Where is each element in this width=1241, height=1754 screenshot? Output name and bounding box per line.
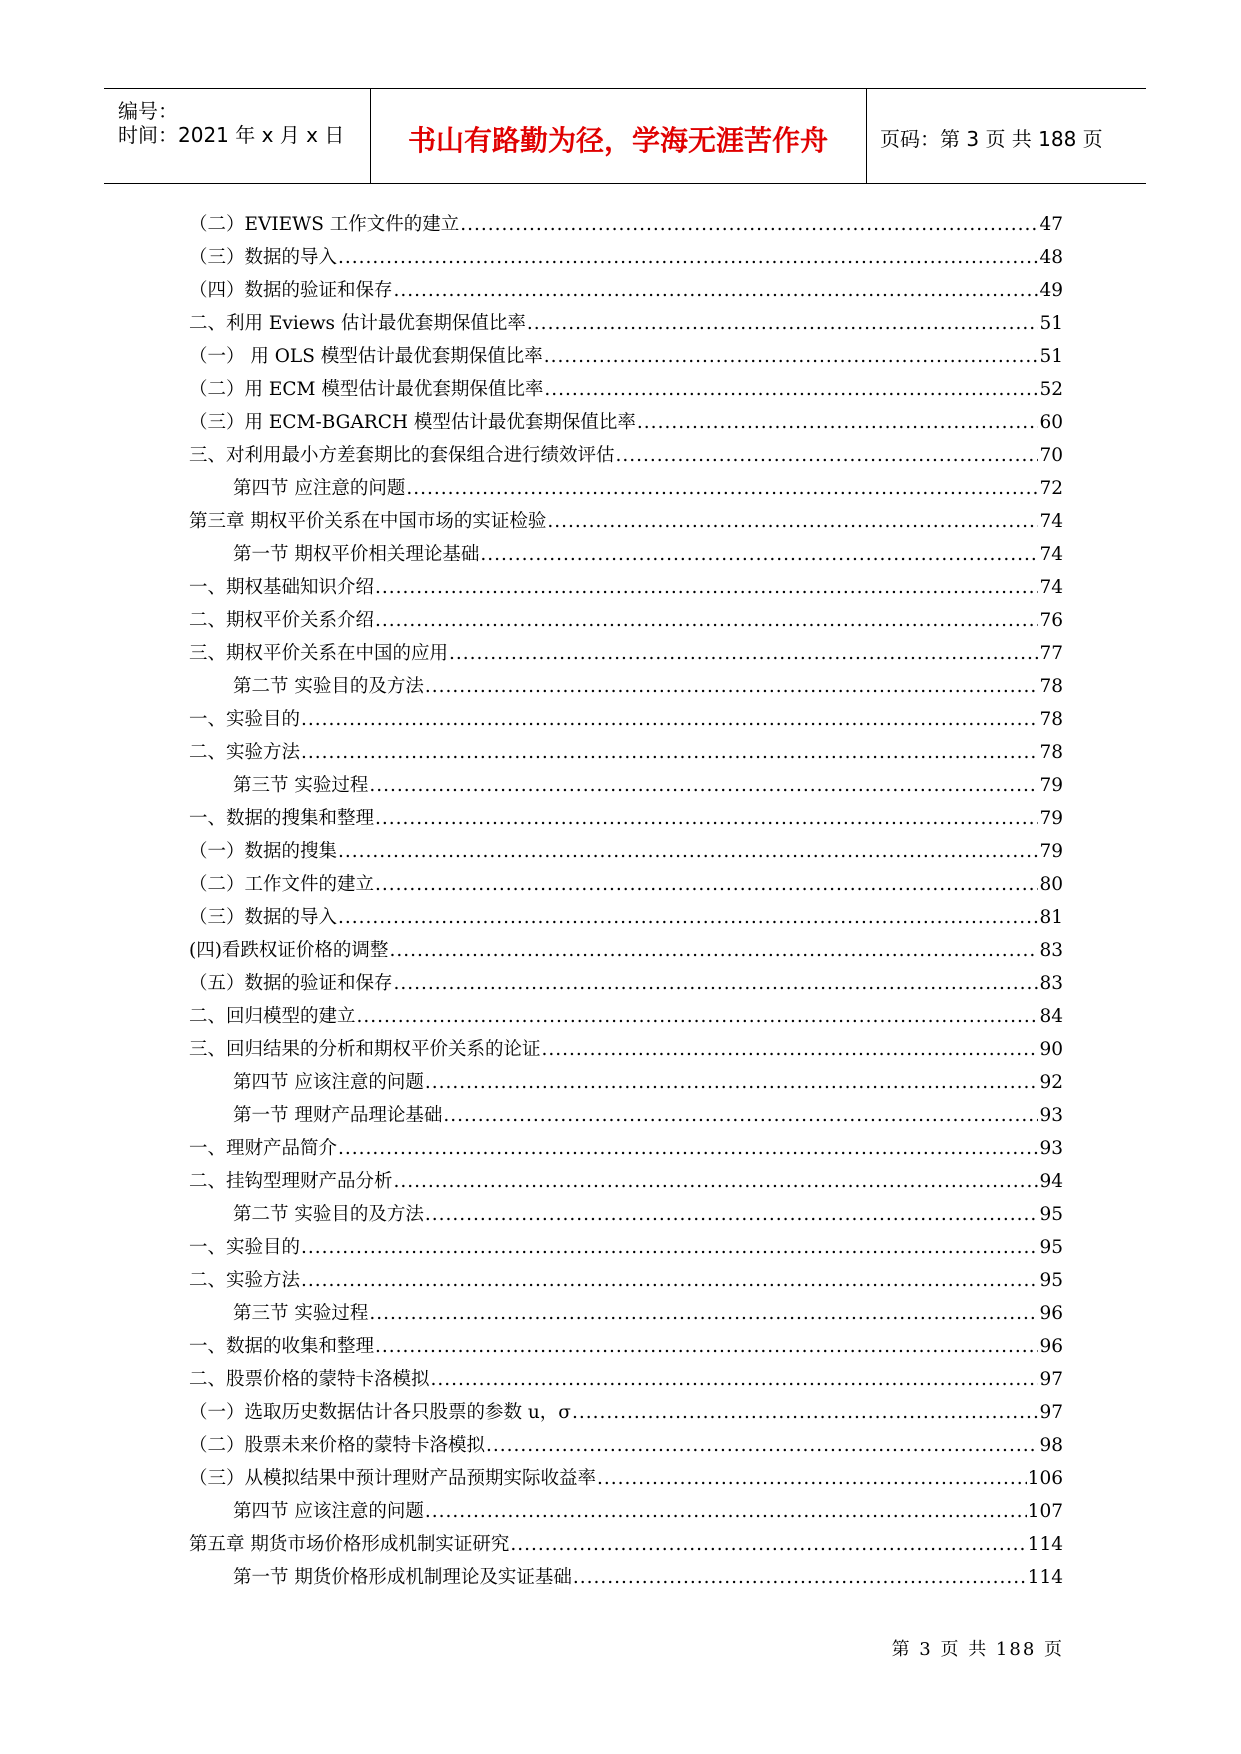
header-page-number: 页码：第 3 页 共 188 页 — [880, 127, 1103, 151]
toc-dot-leader — [572, 1402, 1039, 1423]
toc-entry-page: 114 — [1027, 1534, 1063, 1555]
toc-entry-title: （二）EVIEWS 工作文件的建立 — [189, 214, 460, 235]
toc-entry[interactable] — [189, 606, 1063, 639]
header-motto-cell — [370, 89, 867, 183]
toc-entry-page: 47 — [1039, 214, 1063, 235]
toc-entry-page: 79 — [1039, 775, 1063, 796]
toc-entry[interactable] — [189, 1200, 1063, 1233]
toc-entry[interactable] — [189, 1497, 1063, 1530]
toc-entry-page: 95 — [1039, 1237, 1063, 1258]
toc-entry-title: （二）工作文件的建立 — [189, 874, 375, 895]
toc-entry-page: 80 — [1039, 874, 1063, 895]
toc-entry[interactable] — [189, 771, 1063, 804]
toc-dot-leader — [425, 1501, 1027, 1522]
toc-entry[interactable] — [189, 1266, 1063, 1299]
toc-entry[interactable] — [189, 1233, 1063, 1266]
toc-entry[interactable] — [189, 1332, 1063, 1365]
toc-entry[interactable] — [189, 705, 1063, 738]
toc-dot-leader — [375, 610, 1038, 631]
toc-entry-title: （五）数据的验证和保存 — [189, 973, 393, 994]
table-of-contents — [189, 210, 1063, 1596]
toc-entry-title: （一）选取历史数据估计各只股票的参数 u，σ — [189, 1402, 571, 1423]
toc-dot-leader — [369, 775, 1038, 796]
header-motto: 书山有路勤为径，学海无涯苦作舟 — [407, 124, 828, 157]
toc-dot-leader — [301, 1237, 1038, 1258]
toc-entry-title: 第一节 期货价格形成机制理论及实证基础 — [233, 1567, 572, 1588]
toc-entry[interactable] — [189, 1134, 1063, 1167]
toc-entry-page: 98 — [1039, 1435, 1063, 1456]
toc-dot-leader — [338, 841, 1038, 862]
toc-entry-page: 97 — [1039, 1402, 1063, 1423]
toc-entry-title: 三、期权平价关系在中国的应用 — [189, 643, 449, 664]
toc-entry[interactable] — [189, 507, 1063, 540]
toc-entry-page: 79 — [1039, 841, 1063, 862]
toc-dot-leader — [301, 709, 1038, 730]
toc-entry[interactable] — [189, 1299, 1063, 1332]
toc-entry-title: 第四节 应该注意的问题 — [233, 1072, 424, 1093]
toc-dot-leader — [486, 1435, 1038, 1456]
toc-entry-page: 74 — [1039, 577, 1063, 598]
toc-entry-title: (四)看跌权证价格的调整 — [189, 940, 389, 961]
toc-entry-title: 第一节 期权平价相关理论基础 — [233, 544, 480, 565]
toc-entry-page: 78 — [1039, 676, 1063, 697]
toc-entry-page: 93 — [1039, 1138, 1063, 1159]
toc-dot-leader — [338, 907, 1038, 928]
toc-dot-leader — [425, 1204, 1039, 1225]
toc-entry-title: 第三章 期权平价关系在中国市场的实证检验 — [189, 511, 547, 532]
toc-entry[interactable] — [189, 474, 1063, 507]
toc-entry-page: 95 — [1039, 1204, 1063, 1225]
toc-entry[interactable] — [189, 738, 1063, 771]
toc-dot-leader — [547, 511, 1038, 532]
toc-entry-title: 第四节 应注意的问题 — [233, 478, 406, 499]
toc-entry-title: （四）数据的验证和保存 — [189, 280, 393, 301]
toc-entry[interactable] — [189, 804, 1063, 837]
toc-entry-page: 52 — [1039, 379, 1063, 400]
toc-entry-title: （三）数据的导入 — [189, 247, 338, 268]
toc-entry-title: 三、对利用最小方差套期比的套保组合进行绩效评估 — [189, 445, 615, 466]
toc-entry-title: 一、理财产品简介 — [189, 1138, 338, 1159]
toc-entry[interactable] — [189, 441, 1063, 474]
toc-entry[interactable] — [189, 243, 1063, 276]
toc-entry-page: 79 — [1039, 808, 1063, 829]
toc-entry-title: 一、数据的收集和整理 — [189, 1336, 375, 1357]
toc-entry-page: 107 — [1027, 1501, 1063, 1522]
toc-entry-page: 83 — [1039, 940, 1063, 961]
header-page-cell — [866, 89, 1146, 183]
toc-dot-leader — [375, 874, 1038, 895]
toc-entry-title: （三）数据的导入 — [189, 907, 338, 928]
toc-entry-title: 二、回归模型的建立 — [189, 1006, 356, 1027]
toc-entry-page: 48 — [1039, 247, 1063, 268]
toc-dot-leader — [375, 1336, 1038, 1357]
toc-dot-leader — [544, 346, 1039, 367]
toc-entry-page: 94 — [1039, 1171, 1063, 1192]
toc-dot-leader — [510, 1534, 1026, 1555]
toc-entry-page: 74 — [1039, 511, 1063, 532]
toc-entry-title: 一、实验目的 — [189, 1237, 301, 1258]
toc-entry-page: 93 — [1039, 1105, 1063, 1126]
toc-entry[interactable] — [189, 210, 1063, 243]
toc-entry[interactable] — [189, 837, 1063, 870]
toc-dot-leader — [301, 1270, 1038, 1291]
toc-entry[interactable] — [189, 540, 1063, 573]
toc-entry-title: 二、实验方法 — [189, 742, 301, 763]
toc-entry-title: 二、实验方法 — [189, 1270, 301, 1291]
toc-entry[interactable] — [189, 870, 1063, 903]
toc-entry-page: 90 — [1039, 1039, 1063, 1060]
toc-dot-leader — [338, 1138, 1038, 1159]
toc-dot-leader — [443, 1105, 1038, 1126]
toc-dot-leader — [301, 742, 1038, 763]
toc-dot-leader — [597, 1468, 1027, 1489]
toc-entry-page: 78 — [1039, 742, 1063, 763]
toc-entry[interactable] — [189, 1002, 1063, 1035]
toc-entry-page: 96 — [1039, 1303, 1063, 1324]
toc-entry[interactable] — [189, 276, 1063, 309]
toc-entry[interactable] — [189, 936, 1063, 969]
toc-entry-title: 二、利用 Eviews 估计最优套期保值比率 — [189, 313, 526, 334]
toc-entry[interactable] — [189, 573, 1063, 606]
document-time-label: 时间：2021 年 x 月 x 日 — [118, 123, 345, 147]
toc-entry[interactable] — [189, 1431, 1063, 1464]
toc-entry-page: 77 — [1039, 643, 1063, 664]
toc-entry[interactable] — [189, 1398, 1063, 1431]
toc-dot-leader — [394, 973, 1039, 994]
toc-entry[interactable] — [189, 408, 1063, 441]
toc-entry[interactable] — [189, 1530, 1063, 1563]
toc-dot-leader — [425, 676, 1039, 697]
toc-dot-leader — [389, 940, 1038, 961]
toc-dot-leader — [460, 214, 1038, 235]
toc-dot-leader — [544, 379, 1038, 400]
toc-entry-title: 第一节 理财产品理论基础 — [233, 1105, 443, 1126]
toc-dot-leader — [616, 445, 1039, 466]
toc-entry-page: 51 — [1039, 346, 1063, 367]
toc-entry-page: 97 — [1039, 1369, 1063, 1390]
toc-entry-page: 76 — [1039, 610, 1063, 631]
page-header — [104, 88, 1146, 184]
toc-entry[interactable] — [189, 969, 1063, 1002]
toc-entry-title: 第二节 实验目的及方法 — [233, 676, 424, 697]
toc-entry-title: 二、期权平价关系介绍 — [189, 610, 375, 631]
toc-entry-title: 一、数据的搜集和整理 — [189, 808, 375, 829]
toc-entry[interactable] — [189, 309, 1063, 342]
toc-dot-leader — [425, 1072, 1039, 1093]
toc-entry-page: 72 — [1039, 478, 1063, 499]
toc-entry-page: 92 — [1039, 1072, 1063, 1093]
toc-entry[interactable] — [189, 1167, 1063, 1200]
toc-entry-title: 第三节 实验过程 — [233, 1303, 369, 1324]
toc-entry-title: 第四节 应该注意的问题 — [233, 1501, 424, 1522]
toc-entry[interactable] — [189, 672, 1063, 705]
toc-entry-title: 三、回归结果的分析和期权平价关系的论证 — [189, 1039, 541, 1060]
toc-entry[interactable] — [189, 1035, 1063, 1068]
toc-dot-leader — [394, 1171, 1039, 1192]
toc-entry-title: 第五章 期货市场价格形成机制实证研究 — [189, 1534, 510, 1555]
toc-entry-title: 一、期权基础知识介绍 — [189, 577, 375, 598]
toc-entry[interactable] — [189, 1563, 1063, 1596]
toc-entry[interactable] — [189, 1464, 1063, 1497]
toc-entry-page: 84 — [1039, 1006, 1063, 1027]
toc-entry[interactable] — [189, 375, 1063, 408]
toc-entry-title: 二、挂钩型理财产品分析 — [189, 1171, 393, 1192]
toc-entry-page: 106 — [1027, 1468, 1063, 1489]
toc-dot-leader — [338, 247, 1038, 268]
toc-entry-page: 83 — [1039, 973, 1063, 994]
toc-dot-leader — [542, 1039, 1039, 1060]
toc-entry-title: （三）用 ECM-BGARCH 模型估计最优套期保值比率 — [189, 412, 636, 433]
toc-entry[interactable] — [189, 1365, 1063, 1398]
toc-dot-leader — [480, 544, 1038, 565]
toc-entry-title: （一） 用 OLS 模型估计最优套期保值比率 — [189, 346, 543, 367]
toc-entry-title: （二）股票未来价格的蒙特卡洛模拟 — [189, 1435, 486, 1456]
page-footer: 第 3 页 共 188 页 — [891, 1639, 1064, 1660]
toc-entry[interactable] — [189, 639, 1063, 672]
toc-entry-page: 70 — [1039, 445, 1063, 466]
toc-entry[interactable] — [189, 1068, 1063, 1101]
toc-entry-page: 81 — [1039, 907, 1063, 928]
toc-dot-leader — [375, 808, 1038, 829]
toc-entry[interactable] — [189, 342, 1063, 375]
toc-entry-page: 60 — [1039, 412, 1063, 433]
toc-dot-leader — [431, 1369, 1039, 1390]
toc-entry-title: （三）从模拟结果中预计理财产品预期实际收益率 — [189, 1468, 597, 1489]
toc-entry[interactable] — [189, 1101, 1063, 1134]
toc-dot-leader — [394, 280, 1039, 301]
toc-entry-page: 96 — [1039, 1336, 1063, 1357]
header-meta-cell — [104, 89, 371, 183]
toc-entry-page: 51 — [1039, 313, 1063, 334]
toc-entry-title: （一）数据的搜集 — [189, 841, 338, 862]
toc-entry-title: 第二节 实验目的及方法 — [233, 1204, 424, 1225]
toc-entry-page: 49 — [1039, 280, 1063, 301]
toc-entry-page: 95 — [1039, 1270, 1063, 1291]
toc-entry-title: 二、股票价格的蒙特卡洛模拟 — [189, 1369, 430, 1390]
toc-entry-title: 一、实验目的 — [189, 709, 301, 730]
toc-dot-leader — [527, 313, 1039, 334]
toc-dot-leader — [369, 1303, 1038, 1324]
toc-entry-page: 114 — [1027, 1567, 1063, 1588]
toc-dot-leader — [406, 478, 1038, 499]
toc-entry[interactable] — [189, 903, 1063, 936]
toc-dot-leader — [357, 1006, 1039, 1027]
document-number-label: 编号： — [118, 99, 178, 123]
toc-entry-title: 第三节 实验过程 — [233, 775, 369, 796]
toc-dot-leader — [573, 1567, 1027, 1588]
toc-dot-leader — [449, 643, 1038, 664]
toc-dot-leader — [637, 412, 1039, 433]
toc-entry-title: （二）用 ECM 模型估计最优套期保值比率 — [189, 379, 544, 400]
toc-entry-page: 74 — [1039, 544, 1063, 565]
toc-dot-leader — [375, 577, 1038, 598]
toc-entry-page: 78 — [1039, 709, 1063, 730]
